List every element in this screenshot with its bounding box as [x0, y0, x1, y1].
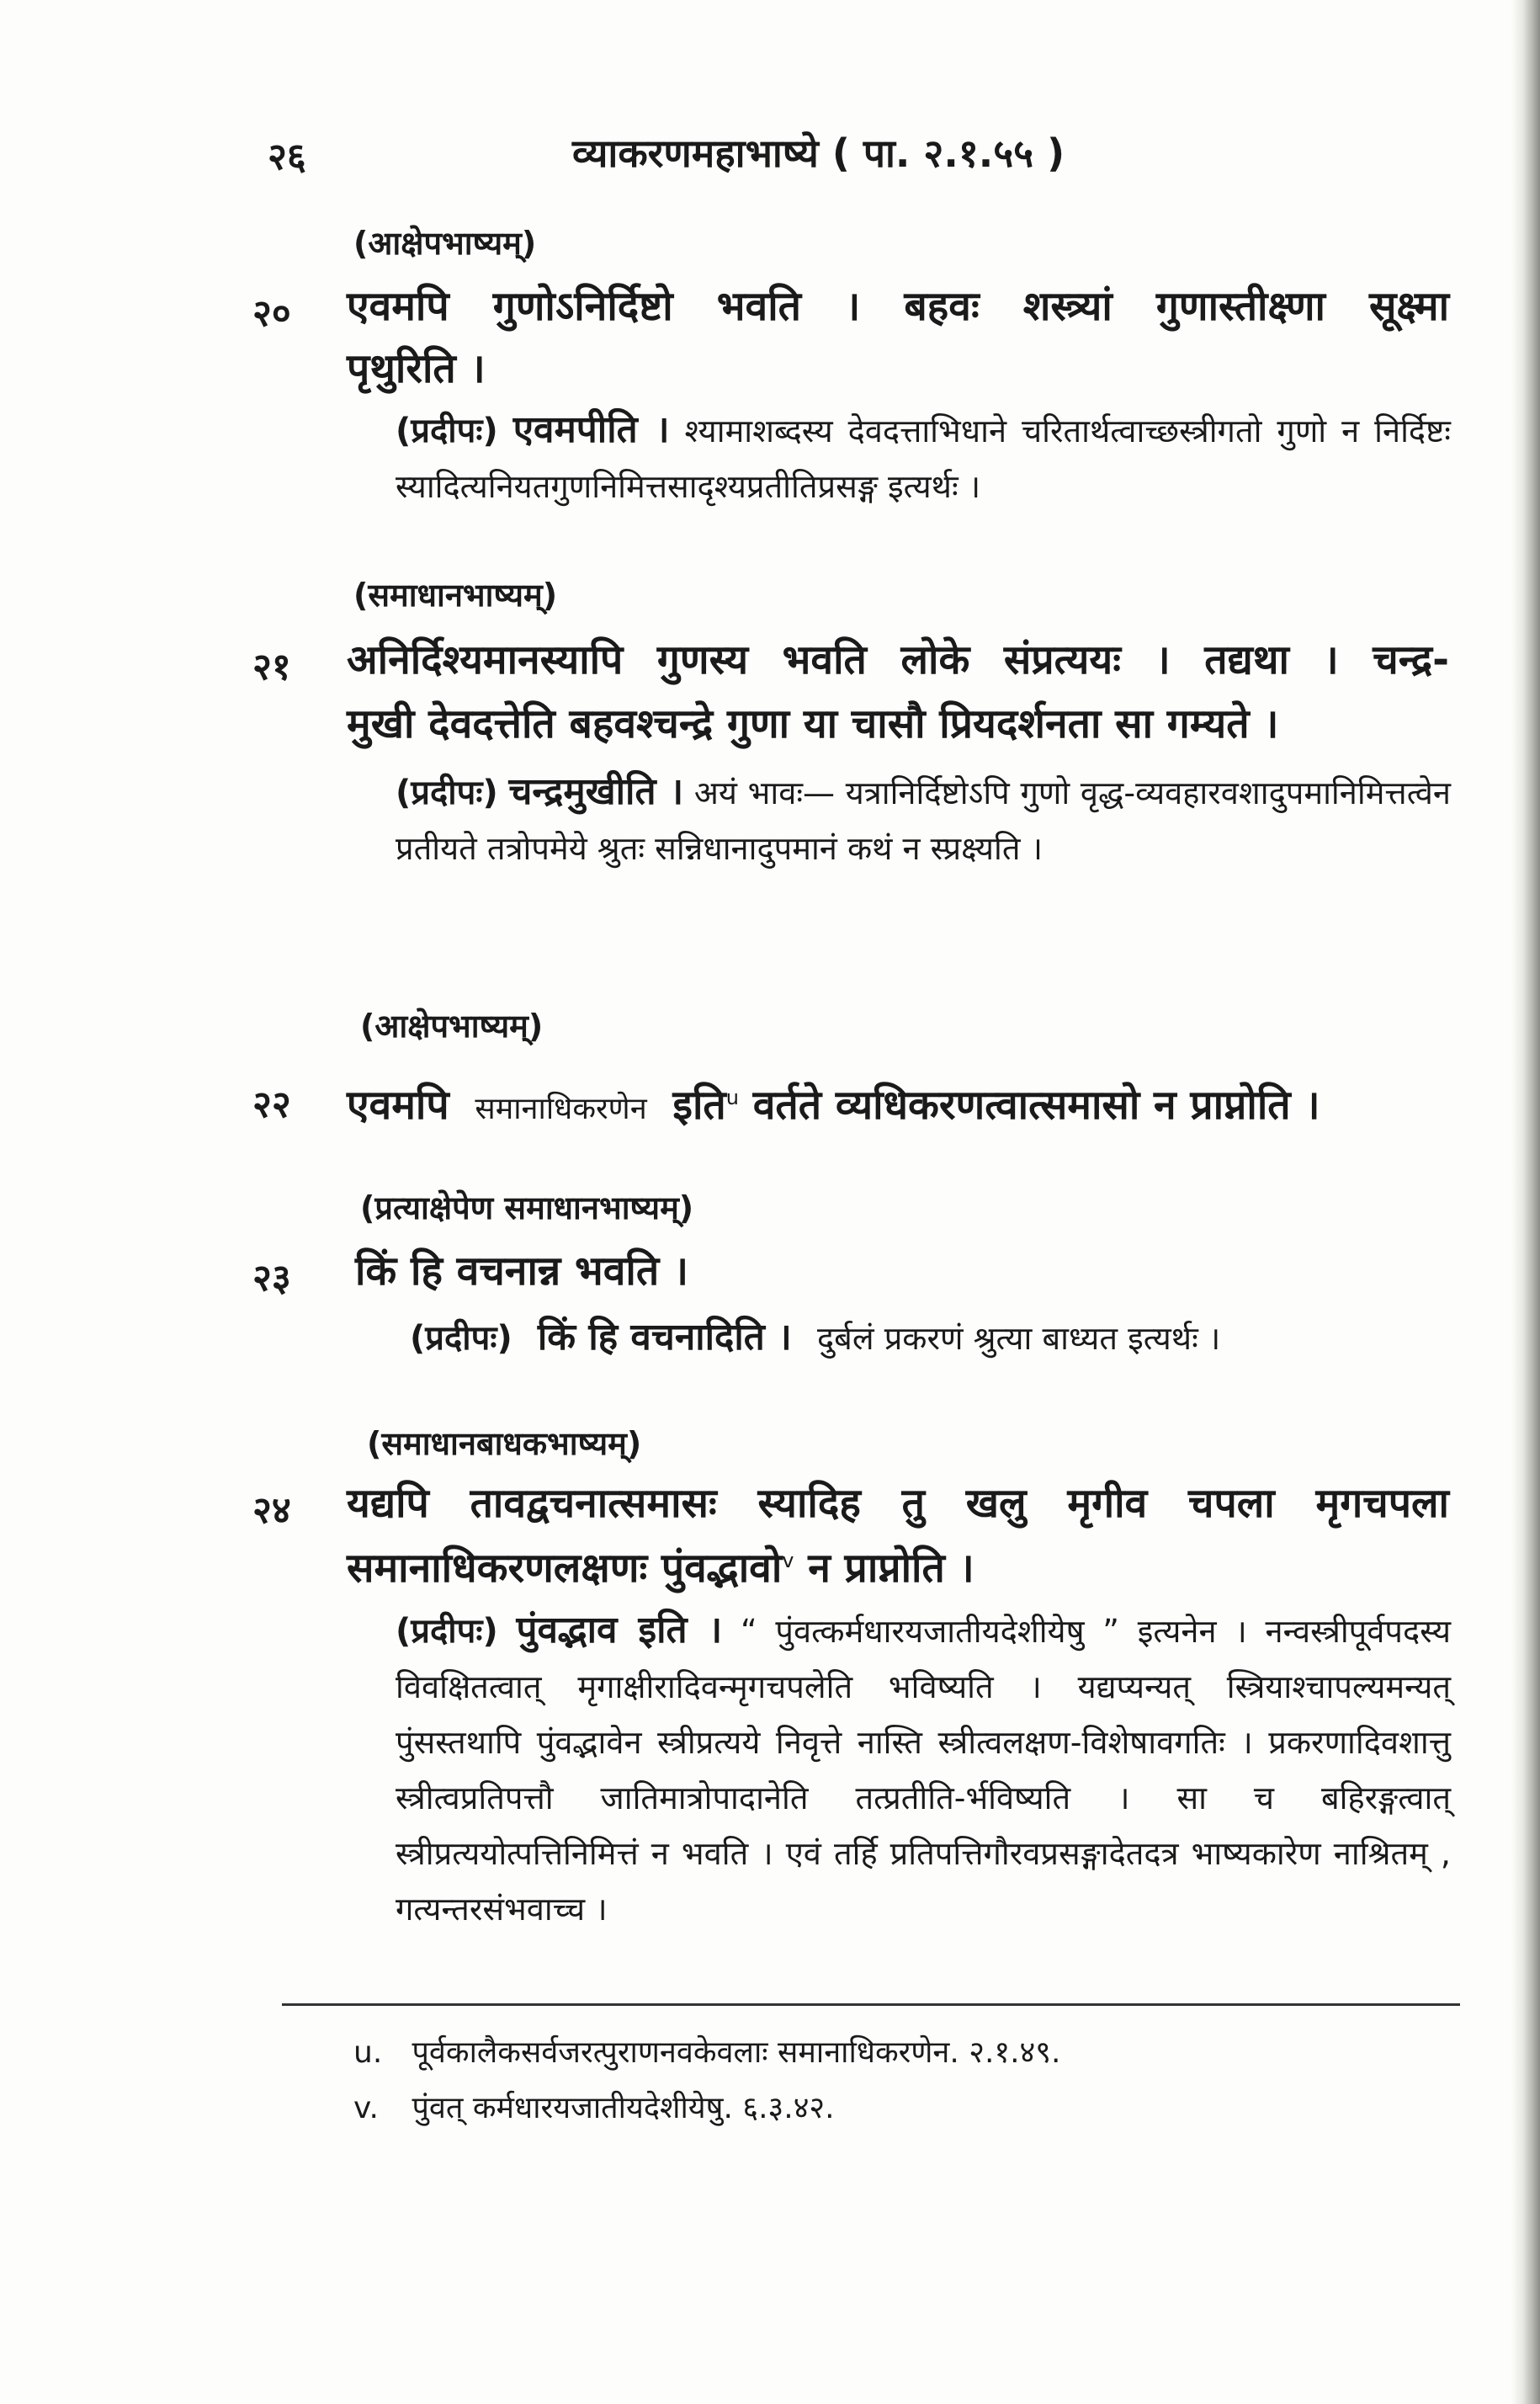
bhashya-line: पृथुरिति ।: [347, 345, 486, 392]
footnote-v: [353, 2086, 835, 2127]
pradipa-commentary: [347, 764, 1451, 876]
footnote-marker: v: [782, 1549, 794, 1572]
bhashya-line: यद्यपि तावद्वचनात्समासः स्यादिह तु खलु मृगीव चपला मृगचपला: [347, 1480, 1449, 1527]
section-number: २४: [252, 1489, 291, 1532]
bhashya-line: एवमपि गुणोऽनिर्दिष्टो भवति । बहवः शस्त्र्यां गुणास्तीक्ष्णा सूक्ष्मा: [347, 283, 1449, 330]
bhashya-line: किं हि वचनान्न भवति ।: [355, 1247, 689, 1295]
section-label: (प्रत्याक्षेपेण समाधानभाष्यम्): [360, 1189, 694, 1226]
pradipa-lead: (प्रदीपः): [396, 774, 498, 812]
pradipa-text: श्यामाशब्दस्य देवदत्ताभिधाने चरितार्थत्वाच्छस्त्रीगतो गुणो न निर्दिष्टः स्यादित्यनियतगुणनिमित्तसादृश्यप्रतीतिप्रसङ्ग इत्यर्थः ।: [396, 412, 1451, 505]
pradipa-head: पुंवद्भाव इति ।: [516, 1609, 723, 1651]
sutra-citation: समानाधिकरणेन: [475, 1092, 647, 1126]
footnote-text: पुंवत् कर्मधारयजातीयदेशीयेषु. ६.३.४२.: [412, 2091, 835, 2125]
section-label: (समाधानबाधकभाष्यम्): [367, 1425, 642, 1462]
running-head: व्याकरणमहाभाष्ये ( पा. २.१.५५ ): [572, 130, 1065, 176]
footnote-mark: v.: [353, 2091, 379, 2125]
footnote-divider: [282, 2003, 1460, 2006]
pradipa-head: चन्द्रमुखीति ।: [508, 770, 684, 813]
pradipa-text: दुर्बलं प्रकरणं श्रुत्या बाध्यत इत्यर्थः ।: [816, 1320, 1221, 1357]
bhashya-line: [347, 1525, 1449, 1604]
section-label: (आक्षेपभाष्यम्): [353, 225, 537, 262]
bhashya-line: अनिर्दिश्यमानस्यापि गुणस्य भवति लोके संप्रत्ययः । तद्यथा । चन्द्र-: [347, 636, 1449, 683]
bhashya-word: इति: [672, 1082, 726, 1129]
page-number: २६: [268, 136, 306, 178]
footnote-mark: u.: [353, 2035, 383, 2070]
bhashya-word: वर्तते व्यधिकरणत्वात्समासो न प्राप्नोति ।: [752, 1082, 1320, 1129]
footnote-marker: u: [725, 1086, 740, 1109]
bhashya-word: न प्राप्नोति ।: [808, 1545, 974, 1592]
section-number: २२: [252, 1083, 291, 1126]
pradipa-commentary: [347, 1603, 1451, 1937]
pradipa-text: अयं भावः— यत्रानिर्दिष्टोऽपि गुणो वृद्ध-व्यवहारवशादुपमानिमित्तत्वेन प्रतीयते तत्रोपमेये श्रुतः सन्निधानादुपमानं कथं न स्प्रक्ष्यति ।: [396, 774, 1451, 867]
page-header: [0, 126, 1540, 194]
pradipa-lead: (प्रदीपः): [410, 1319, 512, 1358]
bhashya-word: समानाधिकरणलक्षणः पुंवद्भावो: [347, 1545, 783, 1592]
bhashya-line: [347, 1062, 1449, 1145]
section-number: २०: [252, 292, 291, 335]
pradipa-head: किं हि वचनादिति ।: [537, 1316, 792, 1359]
pradipa-commentary: [347, 1310, 1451, 1366]
footnote-u: [353, 2030, 1060, 2072]
section-label: (समाधानभाष्यम्): [353, 577, 558, 614]
pradipa-lead: (प्रदीपः): [396, 412, 498, 450]
pradipa-text: “ पुंवत्कर्मधारयजातीयदेशीयेषु ” इत्यनेन । नन्वस्त्रीपूर्वपदस्य विवक्षितत्वात् मृगाक्षीरादिवन्मृगचपलेति भविष्यति । यद्यप्यन्यत् स्त्रियाश्चापल्यमन्यत् पुंसस्तथापि पुंवद्भावेन स्त्रीप्रत्यये निवृत्ते नास्ति स्त्रीत्वलक्षण-विशेषावगतिः । प्रकरणादिवशात्तु स्त्रीत्वप्रतिपत्तौ जातिमात्रोपादानेति तत्प्रतीति-र्भविष्यति । सा च बहिरङ्गत्वात् स्त्रीप्रत्ययोत्पत्तिनिमित्तं न भवति । एवं तर्हि प्रतिपत्तिगौरवप्रसङ्गादेतदत्र भाष्यकारेण नाश्रितम् , गत्यन्तरसंभवाच्च ।: [396, 1613, 1451, 1928]
page-binding-edge: [1511, 0, 1540, 2404]
section-label: (आक्षेपभाष्यम्): [360, 1008, 544, 1045]
pradipa-head: एवमपीति ।: [512, 408, 670, 451]
bhashya-line: मुखी देवदत्तेति बहवश्चन्द्रे गुणा या चासौ प्रियदर्शनता सा गम्यते ।: [347, 700, 1279, 747]
section-number: २१: [252, 646, 291, 689]
pradipa-commentary: [347, 402, 1451, 514]
section-number: २३: [252, 1257, 291, 1300]
pradipa-lead: (प्रदीपः): [396, 1612, 498, 1651]
bhashya-word: एवमपि: [347, 1082, 449, 1129]
footnote-text: पूर्वकालैकसर्वजरत्पुराणनवकेवलाः समानाधिकरणेन. २.१.४९.: [412, 2035, 1061, 2070]
